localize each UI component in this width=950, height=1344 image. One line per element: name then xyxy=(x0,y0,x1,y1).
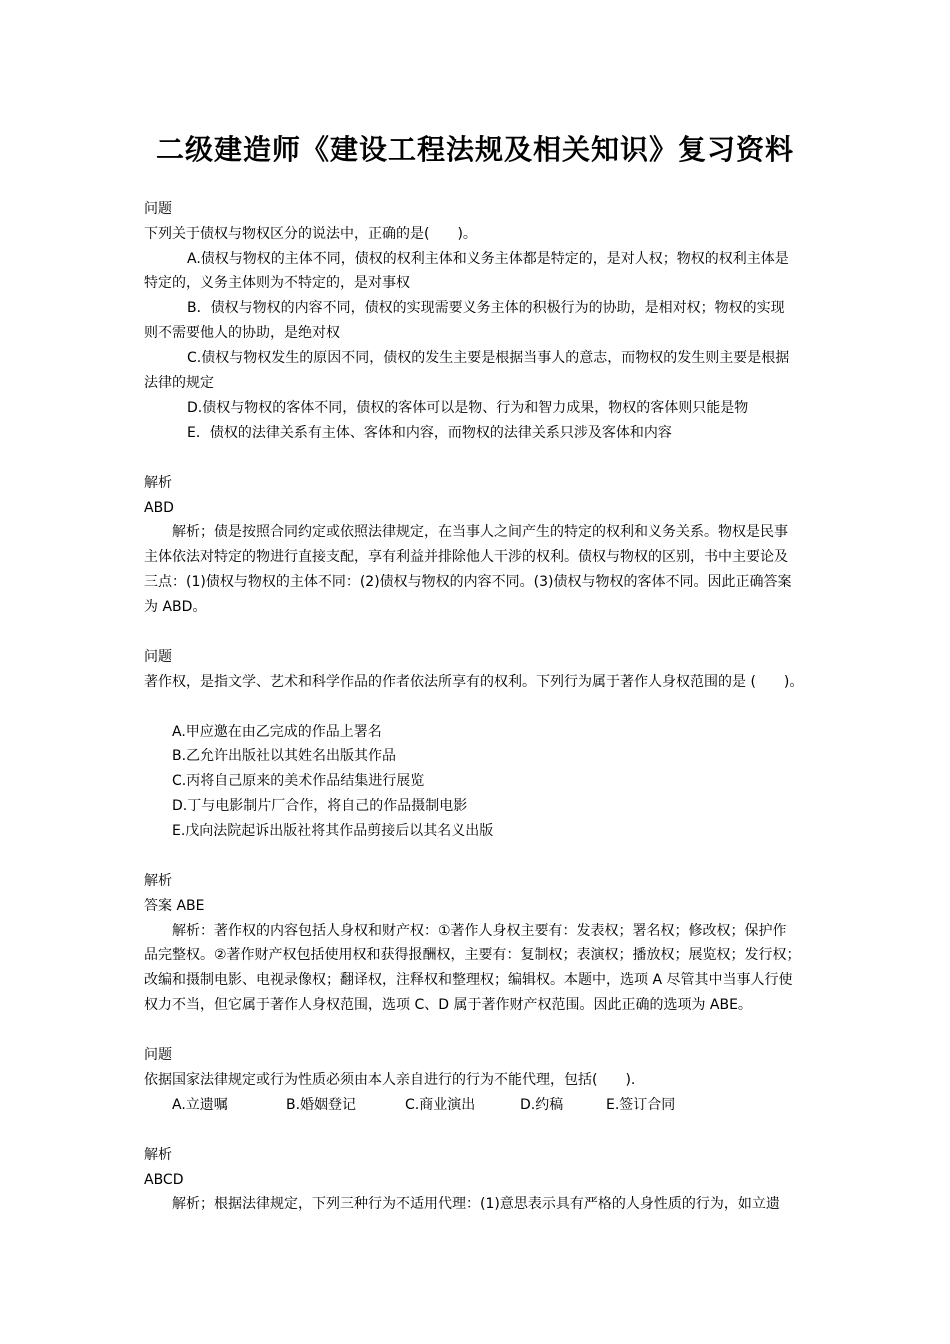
analysis-label: 解析 xyxy=(144,873,172,889)
option-c: C.债权与物权发生的原因不同，债权的发生主要是根据当事人的意志，而物权的发生则主要是根据 xyxy=(187,350,790,366)
document-title: 二级建造师《建设工程法规及相关知识》复习资料 xyxy=(155,133,794,166)
answer-text: ABCD xyxy=(144,1172,184,1188)
option-b: B.乙允许出版社以其姓名出版其作品 xyxy=(172,748,397,764)
analysis-label: 解析 xyxy=(144,475,172,491)
question-label: 问题 xyxy=(144,649,172,665)
question-text: 著作权，是指文学、艺术和科学作品的作者依法所享有的权利。下列行为属于著作人身权范围的是 ( )。 xyxy=(144,674,804,690)
answer-text: ABD xyxy=(144,500,174,516)
question-label: 问题 xyxy=(144,201,172,217)
option-c: C.商业演出 xyxy=(405,1097,476,1113)
analysis-label: 解析 xyxy=(144,1147,172,1163)
option-c-continued: 法律的规定 xyxy=(144,375,214,391)
question-label: 问题 xyxy=(144,1047,172,1063)
option-c: C.丙将自己原来的美术作品结集进行展览 xyxy=(172,773,425,789)
option-e: E．债权的法律关系有主体、客体和内容，而物权的法律关系只涉及客体和内容 xyxy=(187,425,672,441)
analysis-text: 品完整权。②著作财产权包括使用权和获得报酬权，主要有：复制权；表演权；播放权；展览权；发行权； xyxy=(144,947,801,963)
analysis-text: 权力不当，但它属于著作人身权范围，选项 C、D 属于著作财产权范围。因此正确的选项为 ABE。 xyxy=(144,997,752,1013)
option-e: E.签订合同 xyxy=(606,1097,676,1113)
option-e: E.戊向法院起诉出版社将其作品剪接后以其名义出版 xyxy=(172,823,494,839)
analysis-text: 主体依法对特定的物进行直接支配，享有利益并排除他人干涉的权利。债权与物权的区别，书中主要论及 xyxy=(144,549,788,565)
option-d: D.约稿 xyxy=(520,1097,564,1113)
analysis-text: 解析：著作权的内容包括人身权和财产权：①著作人身权主要有：发表权；署名权；修改权；保护作 xyxy=(172,923,787,939)
analysis-text: 改编和摄制电影、电视录像权；翻译权，注释权和整理权；编辑权。本题中，选项 A 尽管其中当事人行使 xyxy=(144,972,793,988)
option-d: D.债权与物权的客体不同，债权的客体可以是物、行为和智力成果，物权的客体则只能是物 xyxy=(187,400,749,416)
answer-text: 答案 ABE xyxy=(144,898,205,914)
option-b: B．债权与物权的内容不同，债权的实现需要义务主体的积极行为的协助，是相对权；物权的实现 xyxy=(187,300,785,316)
option-a-continued: 特定的，义务主体则为不特定的，是对事权 xyxy=(144,275,410,291)
option-a: A.甲应邀在由乙完成的作品上署名 xyxy=(172,724,382,740)
option-d: D.丁与电影制片厂合作，将自己的作品摄制电影 xyxy=(172,798,468,814)
option-a: A.立遗嘱 xyxy=(172,1097,228,1113)
analysis-text: 解析；债是按照合同约定或依照法律规定，在当事人之间产生的特定的权利和义务关系。物权是民事 xyxy=(172,524,788,540)
analysis-text: 为 ABD。 xyxy=(144,599,207,615)
question-text: 下列关于债权与物权区分的说法中，正确的是( )。 xyxy=(144,226,477,242)
option-b: B.婚姻登记 xyxy=(286,1097,357,1113)
question-text: 依据国家法律规定或行为性质必须由本人亲自进行的行为不能代理，包括( ). xyxy=(144,1072,636,1088)
analysis-text: 解析；根据法律规定，下列三种行为不适用代理：(1)意思表示具有严格的人身性质的行为，如立遗 xyxy=(172,1196,780,1212)
option-a: A.债权与物权的主体不同，债权的权利主体和义务主体都是特定的，是对人权；物权的权利主体是 xyxy=(187,251,789,267)
option-b-continued: 则不需要他人的协助，是绝对权 xyxy=(144,325,340,341)
analysis-text: 三点：(1)债权与物权的主体不同：(2)债权与物权的内容不同。(3)债权与物权的客体不同。因此正确答案 xyxy=(144,574,792,590)
